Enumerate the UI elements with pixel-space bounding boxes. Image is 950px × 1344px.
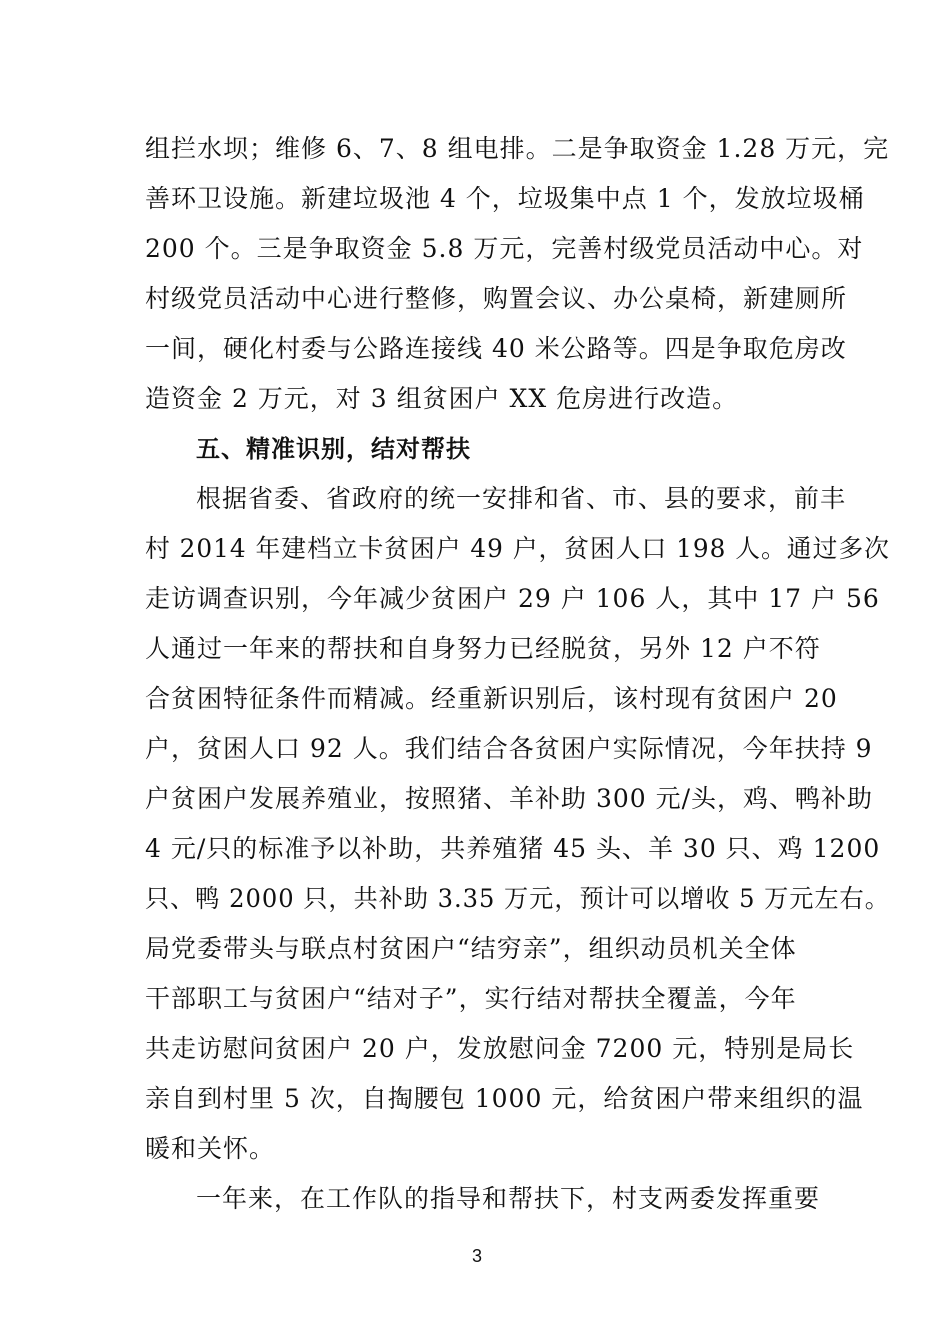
text-line: 人通过一年来的帮扶和自身努力已经脱贫，另外 12 户不符: [145, 634, 821, 663]
text-line: 村级党员活动中心进行整修，购置会议、办公桌椅，新建厕所: [145, 284, 848, 313]
text-line: 暖和关怀。: [145, 1134, 276, 1163]
text-line: 亲自到村里 5 次，自掏腰包 1000 元，给贫困户带来组织的温: [145, 1084, 864, 1113]
text-line: 善环卫设施。新建垃圾池 4 个，垃圾集中点 1 个，发放垃圾桶: [145, 184, 865, 213]
text-line: 4 元/只的标准予以补助，共养殖猪 45 头、羊 30 只、鸡 1200: [145, 834, 881, 863]
paragraph-first-line: 根据省委、省政府的统一安排和省、市、县的要求，前丰: [196, 484, 847, 513]
text-line: 共走访慰问贫困户 20 户，发放慰问金 7200 元，特别是局长: [145, 1034, 855, 1063]
text-line: 合贫困特征条件而精减。经重新识别后，该村现有贫困户 20: [145, 684, 838, 713]
section-heading: 五、精准识别，结对帮扶: [196, 435, 471, 463]
text-line: 局党委带头与联点村贫困户“结穷亲”，组织动员机关全体: [145, 934, 797, 963]
text-line: 一间，硬化村委与公路连接线 40 米公路等。四是争取危房改: [145, 334, 847, 363]
text-line: 干部职工与贫困户“结对子”，实行结对帮扶全覆盖，今年: [145, 984, 797, 1013]
text-line: 只、鸭 2000 只，共补助 3.35 万元，预计可以增收 5 万元左右。: [145, 884, 890, 913]
text-line: 200 个。三是争取资金 5.8 万元，完善村级党员活动中心。对: [145, 234, 864, 263]
text-line: 村 2014 年建档立卡贫困户 49 户，贫困人口 198 人。通过多次: [145, 534, 890, 563]
text-line: 走访调查识别，今年减少贫困户 29 户 106 人，其中 17 户 56: [145, 584, 880, 613]
page-number: 3: [471, 1246, 482, 1266]
paragraph-first-line: 一年来，在工作队的指导和帮扶下，村支两委发挥重要: [196, 1184, 821, 1213]
text-line: 户，贫困人口 92 人。我们结合各贫困户实际情况，今年扶持 9: [145, 734, 873, 763]
text-line: 组拦水坝；维修 6、7、8 组电排。二是争取资金 1.28 万元，完: [145, 134, 890, 163]
text-line: 造资金 2 万元，对 3 组贫困户 XX 危房进行改造。: [145, 384, 739, 413]
text-line: 户贫困户发展养殖业，按照猪、羊补助 300 元/头，鸡、鸭补助: [145, 784, 874, 813]
